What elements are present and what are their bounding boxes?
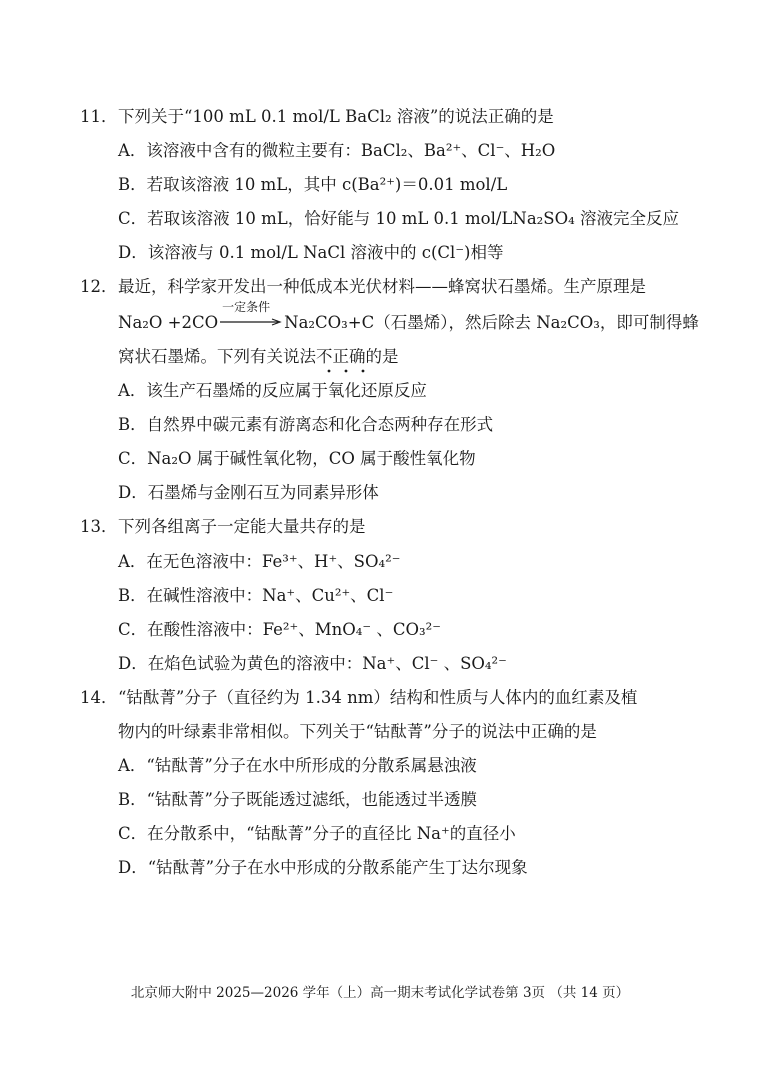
emphasis-not-correct: 不正确 [316,347,366,366]
equation-products: Na₂CO₃+C（石墨烯），然后除去 Na₂CO₃，即可制得蜂 [284,313,699,332]
question-stem: 下列关于“100 mL 0.1 mol/L BaCl₂ 溶液”的说法正确的是 [118,107,554,126]
equation-reactants: Na₂O +2CO [118,313,219,332]
arrow-icon [218,318,284,328]
question-stem: 下列各组离子一定能大量共存的是 [118,517,366,536]
question-stem: “钴酞菁”分子（直径约为 1.34 nm）结构和性质与人体内的血红素及植 [118,688,638,707]
reaction-arrow [218,300,284,334]
exam-page: 11． 下列关于“100 mL 0.1 mol/L BaCl₂ 溶液”的说法正确的是 A．该溶液中含有的微粒主要有：BaCl₂、Ba²⁺、Cl⁻、H₂O B．若取该溶液 10 mL，其中 c(Ba²⁺)＝0.01 mol/L C．若取该溶液 10 mL，恰好能与 10 mL 0.1 mol/LNa₂SO₄ 溶液完全反应 D．该溶液与 0.1 mol/L NaCl 溶液中的 c(Cl⁻)相等 12． 最近，科学家开发出一种低成本光伏材料——蜂窝状石墨烯。生产原理是 Na₂O +2CO 一定条件 Na₂CO₃+C（石墨烯），然后除去 Na₂CO₃，即可制得蜂 窝状石墨烯。下列有关说法不正确 的是 A．该生产石墨烯的反应属于氧化还原反应 B．自然界中碳元素有游离态和化合态两种存在形式 C．Na₂O 属于碱性氧化物，CO 属于酸性氧化物 D．石墨烯与金刚石互为同素异形体 13． 下列各组离子一定能大量共存的是 A．在无色溶液中：Fe³⁺、H⁺、SO₄²⁻ B．在碱性溶液中：Na⁺、Cu²⁺、Cl⁻ C．在酸性溶液中：Fe²⁺、MnO₄⁻ 、CO₃²⁻ D．在焰色试验为黄色的溶液中：Na⁺、Cl⁻ 、SO₄²⁻ 14． “钴酞菁”分子（直径约为 1.34 nm）结构和性质与人体内的血红素及植 物内的叶绿素非常相似。下列关于“钴酞菁”分子的说法中正确的是 A．“钴酞菁”分子在水中所形成的分散系属悬浊液 B．“钴酞菁”分子既能透过滤纸，也能透过半透膜 C．在分散系中，“钴酞菁”分子的直径比 Na⁺的直径小 D．“钴酞菁”分子在水中形成的分散系能产生丁达尔现象 北京师大附中 2025—2026 学年（上）高一期末考试化学试卷第 3页 （共 14 页） [0,0,760,1074]
question-stem: 最近，科学家开发出一种低成本光伏材料——蜂窝状石墨烯。生产原理是 [118,277,646,296]
reaction-condition: 一定条件 [222,300,271,314]
question-number: 13． [80,517,118,536]
question-number: 12． [80,277,118,296]
emphasis-dots [320,368,374,374]
question-number: 11． [80,107,118,126]
page-footer: 北京师大附中 2025—2026 学年（上）高一期末考试化学试卷第 3页 （共 14 页） [130,985,630,1001]
question-number: 14． [80,688,118,707]
